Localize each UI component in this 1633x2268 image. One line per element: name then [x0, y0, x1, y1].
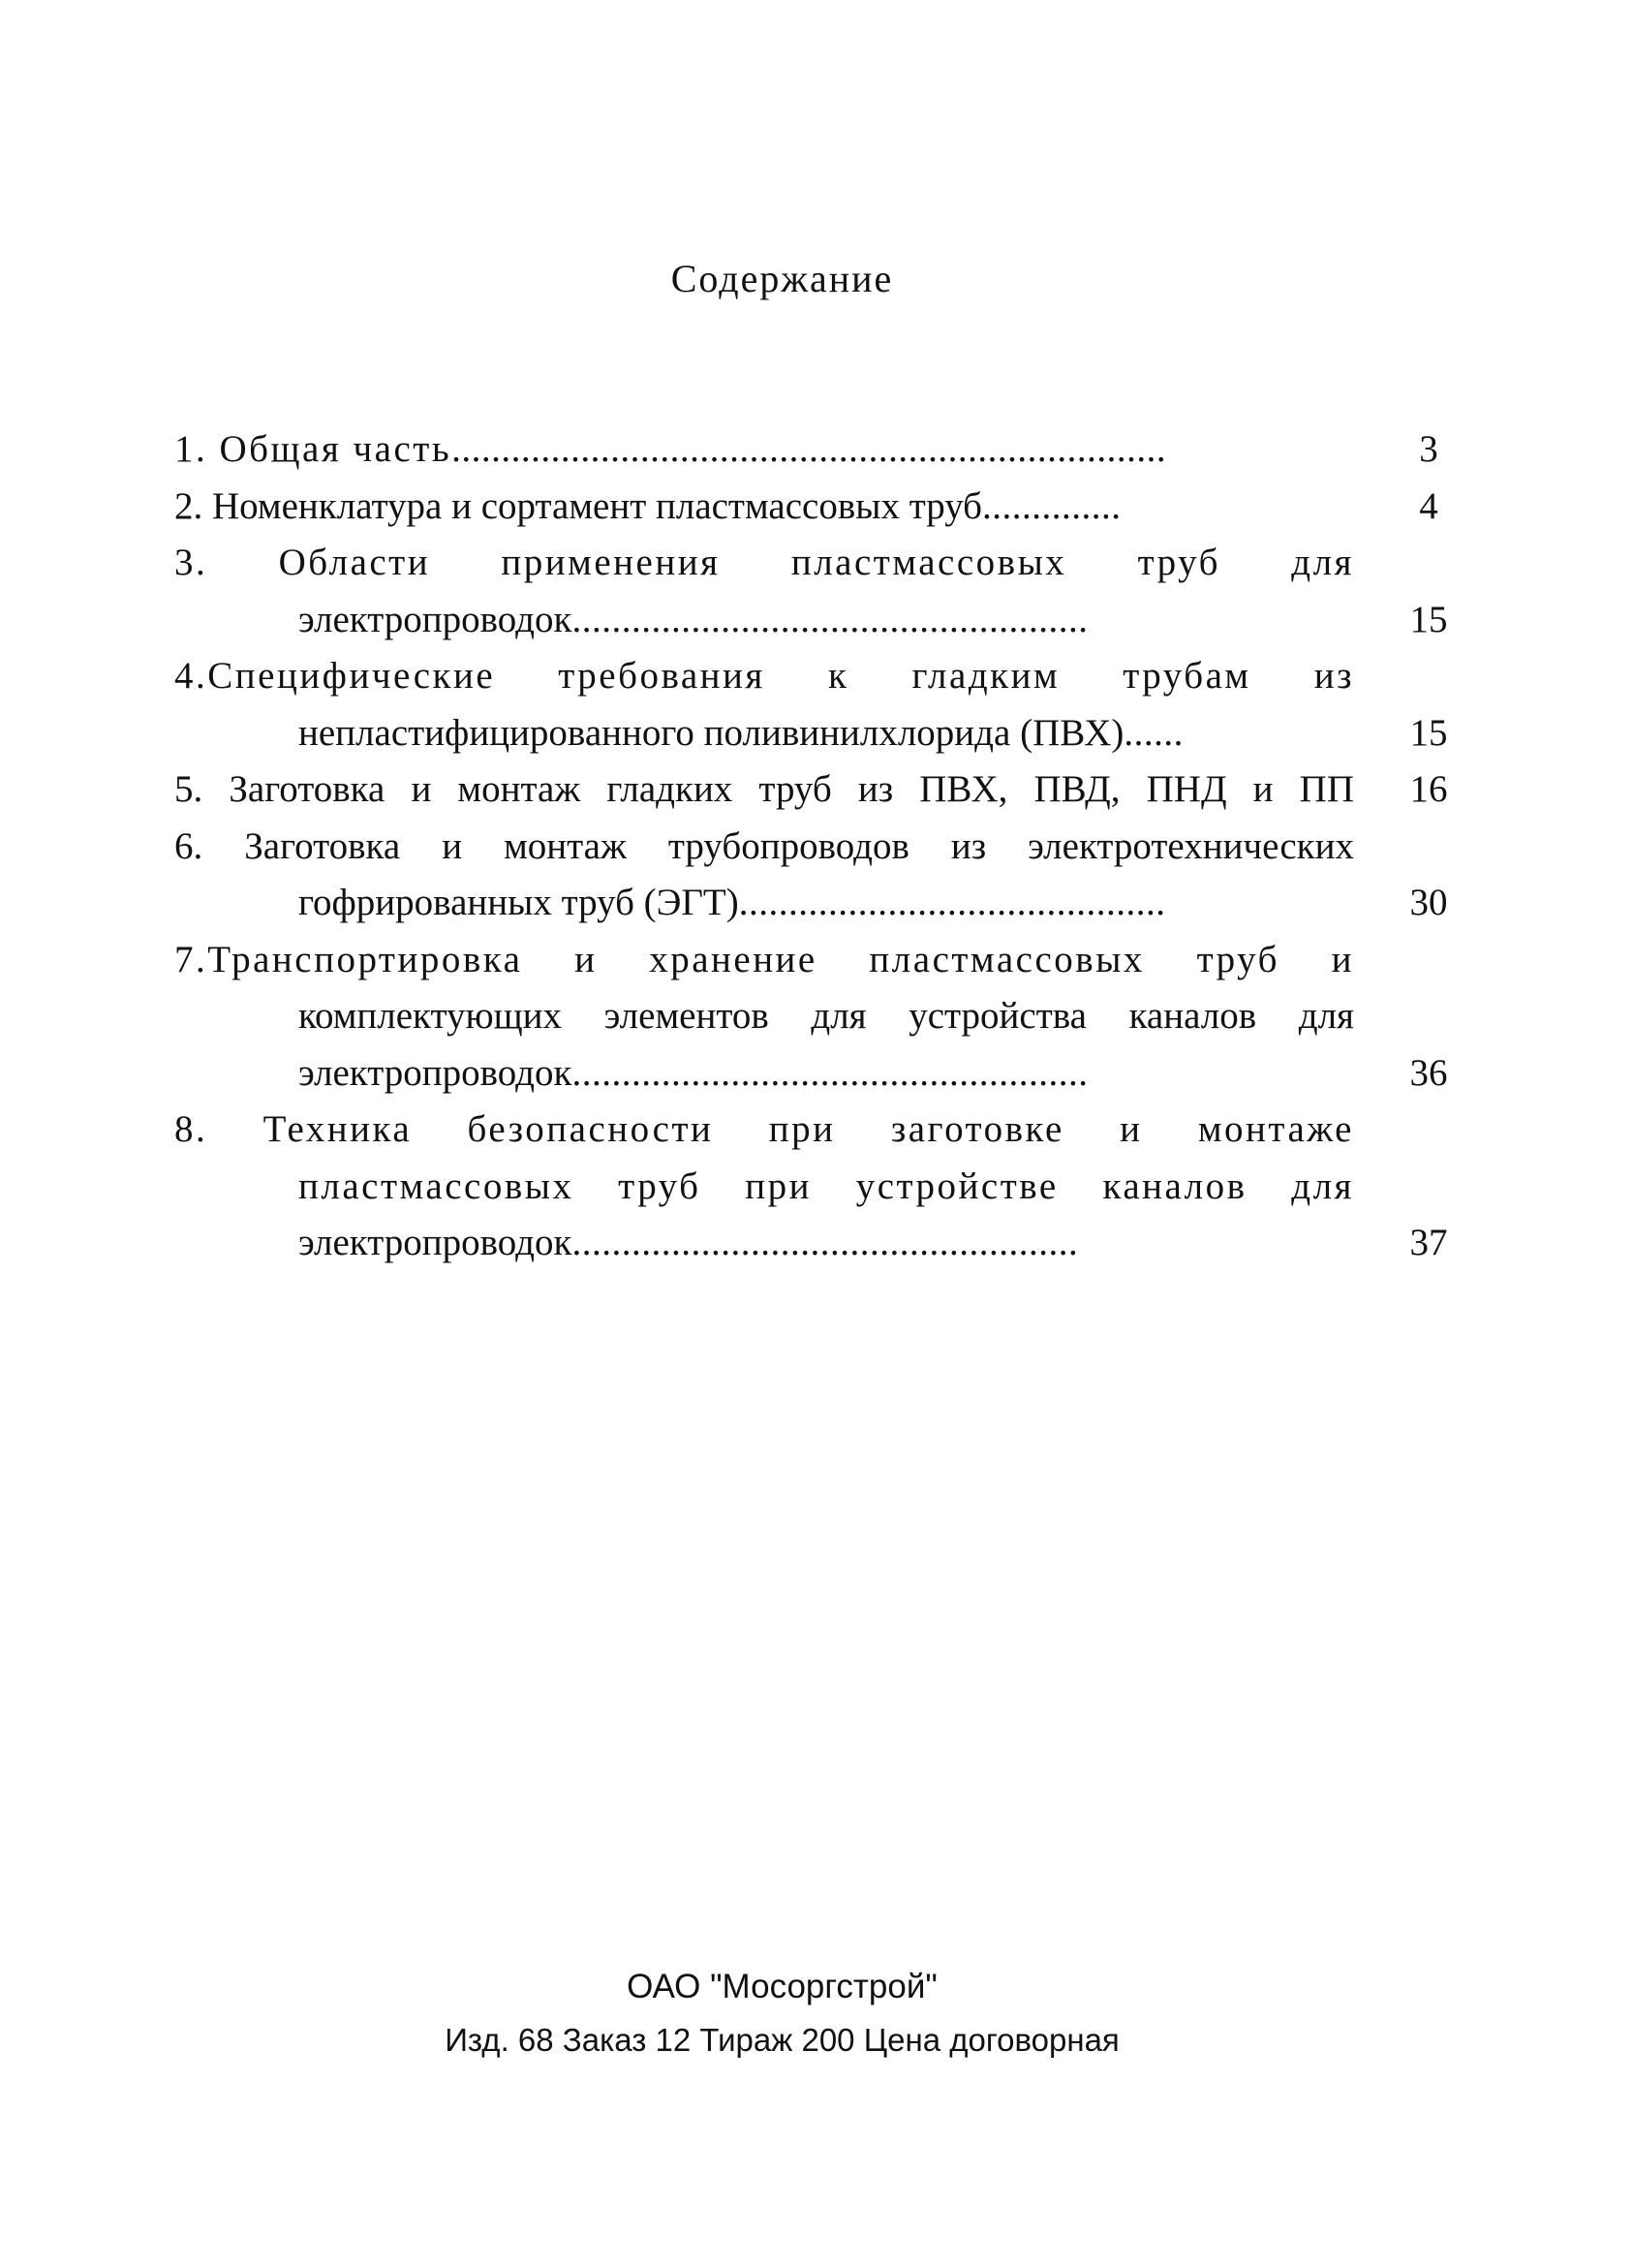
toc-entry-title-continuation: электропроводок [298, 598, 572, 640]
toc-entry-title: 1. Общая часть [174, 428, 452, 470]
toc-page-number: 37 [1409, 1222, 1448, 1263]
toc-page-number: 15 [1409, 598, 1448, 640]
toc-entry-title: 7.Транспортировка и хранение пластмассовых труб и [174, 938, 1354, 980]
toc-entry-5 [174, 761, 1472, 819]
toc-entry-title: 5. Заготовка и монтаж гладких труб из ПВХ, ПВД, ПНД и ПП [174, 768, 1354, 810]
toc-leader-dots: ........................................... [738, 882, 1166, 923]
toc-entry-text [174, 479, 1122, 536]
toc-leader-dots: .................................................... [571, 598, 1089, 640]
toc-entry-title-continuation: пластмассовых труб при устройстве каналов для [298, 1165, 1354, 1207]
imprint-line: Изд. 68 Заказ 12 Тираж 200 Цена договорная [445, 2022, 1120, 2058]
toc-entry-7 [174, 932, 1472, 989]
publisher-name: ОАО "Мосоргстрой" [627, 1968, 938, 2005]
toc-entry-title: 8. Техника безопасности при заготовке и монтаже [174, 1108, 1354, 1150]
toc-entry-title-continuation: непластифицированного поливинилхлорида (ПВХ) [298, 711, 1125, 754]
toc-page-number: 36 [1409, 1051, 1448, 1094]
toc-entry-text [298, 705, 1184, 762]
toc-entry-text [298, 1215, 1078, 1272]
toc-entry-text [298, 1045, 1088, 1103]
toc-entry-7-continuation [174, 988, 1472, 1045]
page-title: Содержание [670, 257, 894, 300]
toc-leader-dots: .................................................... [571, 1051, 1089, 1094]
toc-entry-4 [174, 648, 1472, 705]
table-of-contents [174, 421, 1472, 1272]
toc-entry-text [298, 592, 1088, 649]
toc-leader-dots: ........................................................................ [451, 428, 1167, 470]
toc-entry-title: 6. Заготовка и монтаж трубопроводов из электротехнических [174, 824, 1354, 867]
toc-entry-8-continuation [174, 1215, 1472, 1272]
toc-page-number: 15 [1409, 711, 1448, 754]
toc-page-number: 4 [1419, 484, 1438, 527]
toc-entry-8 [174, 1102, 1472, 1159]
toc-entry-title: 4.Специфические требования к гладким трубам из [174, 655, 1354, 697]
toc-entry-8-continuation [174, 1159, 1472, 1216]
toc-page-number: 3 [1419, 428, 1438, 470]
toc-entry-2 [174, 479, 1472, 536]
toc-entry-3-continuation [174, 592, 1472, 649]
toc-page-number: 16 [1409, 768, 1448, 810]
toc-leader-dots: ...... [1124, 711, 1184, 754]
toc-entry-6 [174, 819, 1472, 876]
toc-entry-3 [174, 535, 1472, 592]
toc-leader-dots: .............. [982, 484, 1122, 527]
toc-entry-title-continuation: комплектующих элементов для устройства каналов для [298, 995, 1354, 1037]
toc-entry-text [298, 875, 1166, 932]
toc-entry-4-continuation [174, 705, 1472, 762]
toc-entry-1 [174, 421, 1472, 479]
toc-entry-title-continuation: электропроводок [298, 1222, 572, 1263]
toc-entry-6-continuation [174, 875, 1472, 932]
toc-leader-dots: ................................................... [571, 1222, 1079, 1263]
toc-entry-title: 3. Области применения пластмассовых труб для [174, 542, 1354, 583]
toc-page-number: 30 [1409, 882, 1448, 923]
toc-entry-title: 2. Номенклатура и сортамент пластмассовых труб [174, 484, 983, 527]
toc-entry-title-continuation: гофрированных труб (ЭГТ) [298, 882, 739, 923]
toc-entry-text [174, 421, 1166, 479]
toc-entry-7-continuation [174, 1045, 1472, 1103]
toc-entry-title-continuation: электропроводок [298, 1051, 572, 1094]
